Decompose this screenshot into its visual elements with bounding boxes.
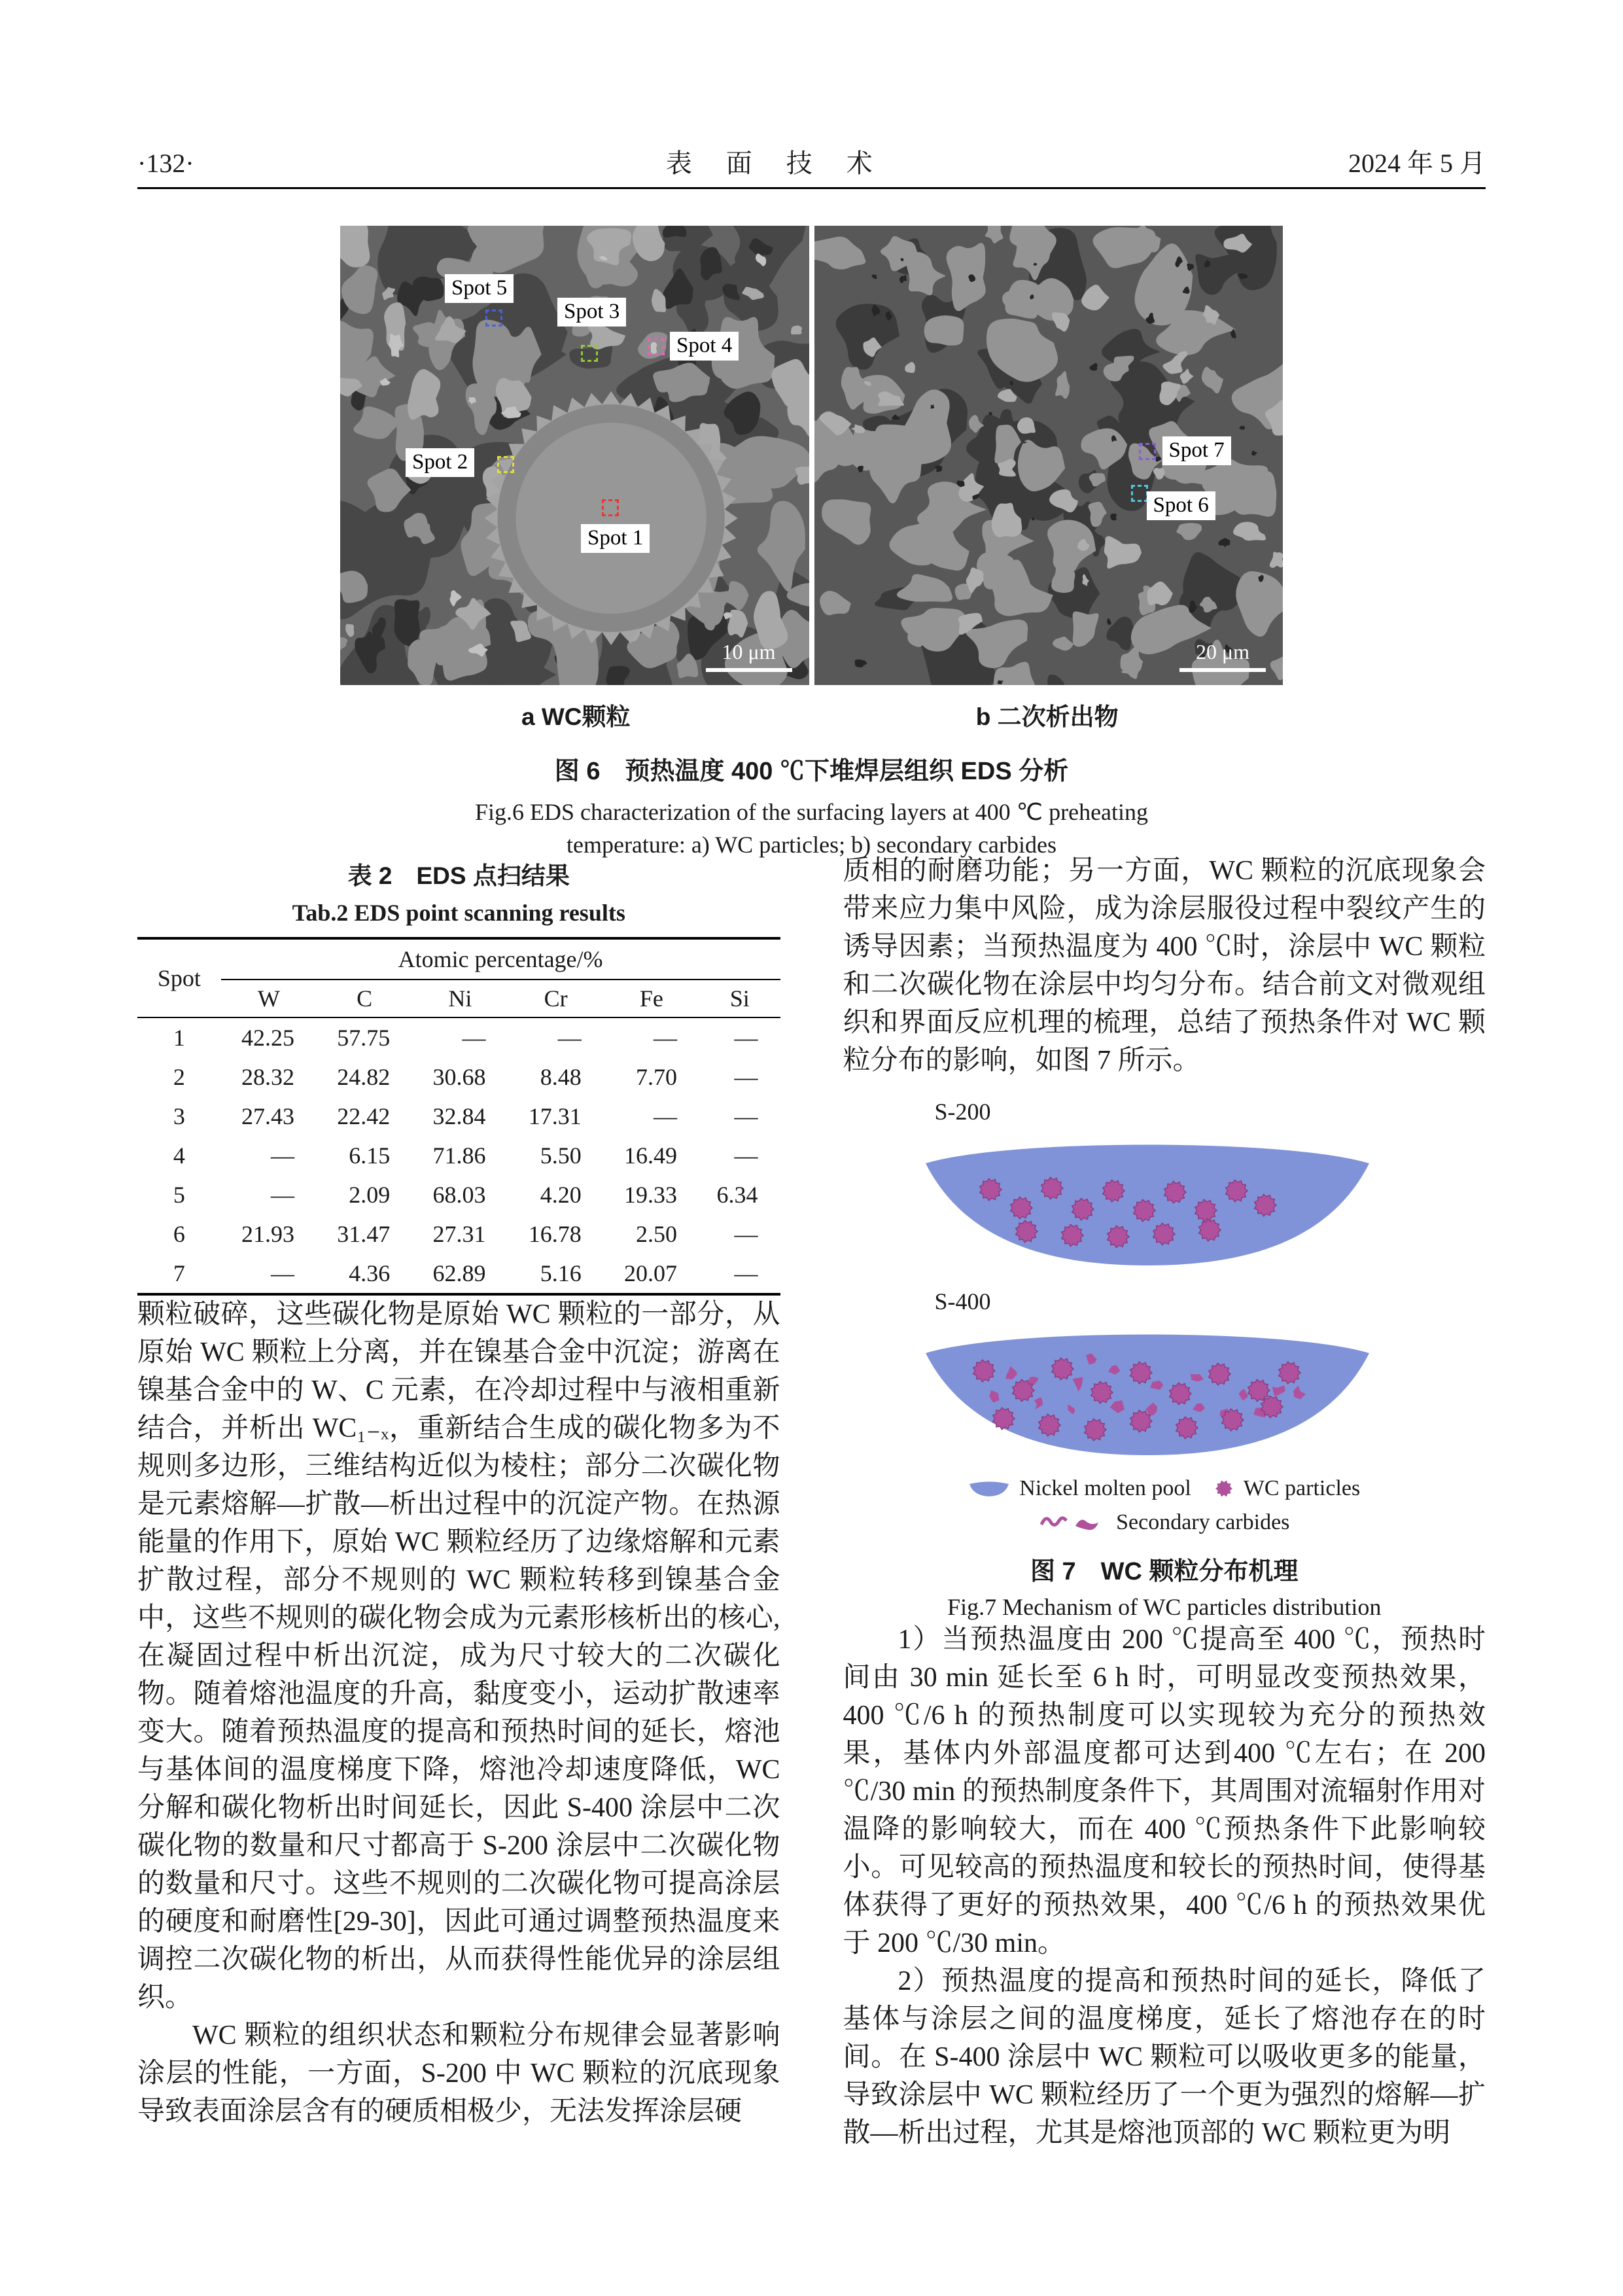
eds-cell-value: — (270, 1182, 294, 1208)
header-rule (137, 187, 1486, 189)
legend-secondary-carbides-label: Secondary carbides (1116, 1510, 1290, 1534)
eds-cell-value: 19.33 (624, 1182, 678, 1208)
scalebar-a (706, 640, 792, 672)
journal-title: 表 面 技 术 (665, 149, 877, 178)
sem-micrograph-a (340, 226, 809, 685)
eds-cell-value: 2.50 (636, 1221, 678, 1247)
legend-nickel-pool-label: Nickel molten pool (1019, 1476, 1191, 1500)
eds-cell-value: 5.50 (540, 1142, 582, 1169)
eds-cell-spot: 7 (173, 1260, 185, 1286)
figure6-caption (340, 751, 1283, 862)
eds-cell-value: — (734, 1103, 758, 1129)
table2-group-header: Atomic percentage/% (221, 938, 780, 980)
figure6-subcaption-a: a WC颗粒 (521, 703, 631, 730)
table2-col-spot: Spot (137, 938, 221, 1017)
eds-cell-value: 17.31 (528, 1103, 582, 1129)
page-number: ·132· (137, 149, 194, 178)
eds-cell-value: 62.89 (432, 1260, 486, 1286)
figure6-caption-en-line2: temperature: a) WC particles; b) secondary carbides (566, 832, 1056, 858)
right-paragraph-1: 质相的耐磨功能；另一方面，WC 颗粒的沉底现象会带来应力集中风险，成为涂层服役过程中裂纹产生的诱导因素；当预热温度为 400 ℃时，涂层中 WC 颗粒和二次碳化物在涂层中均匀分布。结合前文对微观组织和界面反应机理的梳理，总结了预热条件对 WC 颗粒分布的影响，如图 7 所示。 (843, 856, 1486, 1076)
figure-6 (340, 226, 1283, 862)
eds-cell-value: — (557, 1025, 582, 1051)
page-header (137, 143, 1486, 180)
eds-table-row (137, 1136, 780, 1175)
scalebar-b-bar (1179, 668, 1266, 672)
eds-table-row (137, 1175, 780, 1214)
eds-cell-value: — (734, 1064, 758, 1090)
eds-table-row (137, 1097, 780, 1136)
spot-2-label: Spot 2 (406, 448, 474, 477)
legend-secondary-carbides (1039, 1510, 1289, 1535)
sem-micrograph-b (814, 226, 1283, 685)
eds-cell-value: 57.75 (337, 1025, 391, 1051)
eds-cell-value: — (734, 1142, 758, 1169)
figure6-sub-captions (340, 697, 1283, 732)
eds-cell-value: 2.09 (349, 1182, 391, 1208)
eds-cell-value: 7.70 (636, 1064, 678, 1090)
scalebar-a-text: 10 μm (722, 640, 776, 663)
eds-cell-value: 24.82 (337, 1064, 391, 1090)
eds-cell-value: — (734, 1260, 758, 1286)
eds-cell-spot: 5 (173, 1182, 185, 1208)
table2-col-Cr: Cr (508, 980, 604, 1017)
figure7-label-s200: S-200 (934, 1099, 991, 1125)
eds-cell-value: 6.15 (349, 1142, 391, 1169)
eds-cell-value: 5.16 (540, 1260, 582, 1286)
eds-cell-value: 16.49 (624, 1142, 678, 1169)
spot-6-marker (1131, 485, 1148, 502)
table2-title-cn: 表 2 EDS 点扫结果 (347, 862, 570, 889)
scalebar-b-text: 20 μm (1195, 640, 1250, 663)
eds-table (137, 937, 780, 1296)
eds-cell-value: 30.68 (432, 1064, 486, 1090)
spot-1-label: Spot 1 (581, 524, 650, 553)
spot-5-marker (485, 309, 502, 327)
eds-cell-value: 28.32 (241, 1064, 294, 1090)
left-column (137, 852, 780, 2152)
figure7-caption (843, 1551, 1486, 1621)
figure6-caption-en-line1: Fig.6 EDS characterization of the surfacing layers at 400 ℃ preheating (474, 799, 1149, 825)
spot-7-marker (1139, 443, 1156, 460)
eds-cell-value: 27.31 (432, 1221, 486, 1247)
eds-cell-spot: 4 (173, 1142, 185, 1169)
eds-cell-spot: 2 (173, 1064, 185, 1090)
eds-cell-value: 4.36 (349, 1260, 391, 1286)
figure-7 (843, 1098, 1486, 1621)
eds-cell-value: 8.48 (540, 1064, 582, 1090)
right-column (843, 852, 1486, 2152)
eds-table-row (137, 1254, 780, 1294)
eds-table-body (137, 1017, 780, 1294)
eds-cell-spot: 3 (173, 1103, 185, 1129)
table2-col-Fe: Fe (604, 980, 699, 1017)
eds-cell-value: — (654, 1103, 678, 1129)
eds-cell-spot: 1 (173, 1025, 185, 1051)
eds-cell-value: 22.42 (337, 1103, 391, 1129)
legend-wc-particles-label: WC particles (1243, 1476, 1361, 1500)
eds-cell-value: 27.43 (241, 1103, 294, 1129)
table2-col-Ni: Ni (412, 980, 508, 1017)
table2-col-W: W (221, 980, 317, 1017)
eds-table-row (137, 1057, 780, 1097)
figure7-caption-cn: 图 7 WC 颗粒分布机理 (1030, 1558, 1299, 1585)
spot-7-label: Spot 7 (1162, 436, 1231, 465)
wc-particle-icon (1213, 1478, 1234, 1499)
eds-cell-value: — (734, 1221, 758, 1247)
eds-table-row (137, 1017, 780, 1057)
figure6-caption-cn: 图 6 预热温度 400 ℃下堆焊层组织 EDS 分析 (554, 758, 1069, 785)
figure6-subcaption-b: b 二次析出物 (975, 703, 1119, 730)
table2-title-en: Tab.2 EDS point scanning results (292, 900, 625, 926)
eds-cell-value: 6.34 (716, 1182, 758, 1208)
right-paragraph-2: 1）当预热温度由 200 ℃提高至 400 ℃，预热时间由 30 min 延长至 6 h 时，可明显改变预热效果，400 ℃/6 h 的预热制度可以实现较为充分的预热效果，基体内外部温度都可达到400 ℃左右；在 200 ℃/30 min 的预热制度条件下，其周围对流辐射作用对温降的影响较大，而在 400 ℃预热条件下此影响较小。可见较高的预热温度和较长的预热时间，使得基体获得了更好的预热效果，400 ℃/6 h 的预热效果优于 200 ℃/30 min。 (843, 1625, 1486, 1958)
eds-cell-value: 42.25 (241, 1025, 294, 1051)
molten-pool-diagram-s200 (922, 1132, 1373, 1269)
left-paragraph-2: WC 颗粒的组织状态和颗粒分布规律会显著影响涂层的性能，一方面，S-200 中 WC 颗粒的沉底现象导致表面涂层含有的硬质相极少，无法发挥涂层硬 (137, 2021, 780, 2127)
eds-cell-value: — (270, 1142, 294, 1169)
eds-cell-value: 68.03 (432, 1182, 486, 1208)
molten-pool-diagram-s400 (922, 1322, 1373, 1459)
eds-cell-value: — (462, 1025, 486, 1051)
eds-table-head (137, 938, 780, 1017)
eds-cell-value: — (734, 1025, 758, 1051)
figure7-label-s400: S-400 (934, 1288, 991, 1315)
figure7-caption-en: Fig.7 Mechanism of WC particles distribution (947, 1594, 1382, 1620)
spot-6-label: Spot 6 (1147, 491, 1215, 520)
eds-cell-value: 71.86 (432, 1142, 486, 1169)
eds-table-row (137, 1214, 780, 1254)
nickel-pool-icon (968, 1479, 1010, 1498)
spot-1-marker (602, 499, 619, 516)
figure7-legend-row-2 (843, 1510, 1486, 1535)
sem-image-row (340, 226, 1283, 685)
eds-cell-value: 4.20 (540, 1182, 582, 1208)
legend-nickel-pool (968, 1476, 1191, 1501)
table2-col-C: C (317, 980, 412, 1017)
left-paragraph-1: 颗粒破碎，这些碳化物是原始 WC 颗粒的一部分，从原始 WC 颗粒上分离，并在镍基合金中沉淀；游离在镍基合金中的 W、C 元素，在冷却过程中与液相重新结合，并析出 WC₁₋ₓ，重新结合生成的碳化物多为不规则多边形，三维结构近似为棱柱；部分二次碳化物是元素熔解—扩散—析出过程中的沉淀产物。在热源能量的作用下，原始 WC 颗粒经历了边缘熔解和元素扩散过程，部分不规则的 WC 颗粒转移到镍基合金中，这些不规则的碳化物会成为元素形核析出的核心,在凝固过程中析出沉淀，成为尺寸较大的二次碳化物。随着熔池温度的升高，黏度变小，运动扩散速率变大。随着预热温度的提高和预热时间的延长，熔池与基体间的温度梯度下降，熔池冷却速度降低，WC 分解和碳化物析出时间延长，因此 S-400 涂层中二次碳化物的数量和尺寸都高于 S-200 涂层中二次碳化物的数量和尺寸。这些不规则的二次碳化物可提高涂层的硬度和耐磨性[29-30]，因此可通过调整预热温度来调控二次碳化物的析出，从而获得性能优异的涂层组织。 (137, 1299, 780, 2013)
legend-wc-particles (1213, 1476, 1360, 1501)
eds-cell-value: — (270, 1260, 294, 1286)
two-column-body (137, 852, 1486, 2152)
eds-cell-value: 32.84 (432, 1103, 486, 1129)
secondary-carbide-icon (1039, 1511, 1107, 1534)
spot-5-label: Spot 5 (445, 274, 514, 303)
eds-cell-value: 21.93 (241, 1221, 294, 1247)
table2-col-Si: Si (699, 980, 780, 1017)
right-paragraph-3: 2）预热温度的提高和预热时间的延长，降低了基体与涂层之间的温度梯度，延长了熔池存在的时间。在 S-400 涂层中 WC 颗粒可以吸收更多的能量，导致涂层中 WC 颗粒经历了一个更为强烈的熔解—扩散—析出过程，尤其是熔池顶部的 WC 颗粒更为明 (843, 1966, 1486, 2148)
spot-3-label: Spot 3 (557, 298, 626, 327)
figure7-legend-row-1 (843, 1476, 1486, 1501)
spot-3-marker (581, 345, 598, 362)
issue-date: 2024 年 5 月 (1348, 149, 1486, 178)
scalebar-b (1179, 640, 1266, 672)
eds-cell-value: 31.47 (337, 1221, 391, 1247)
scalebar-a-bar (706, 668, 792, 672)
spot-2-marker (497, 456, 514, 473)
eds-cell-value: 16.78 (528, 1221, 582, 1247)
eds-cell-value: 20.07 (624, 1260, 678, 1286)
eds-cell-spot: 6 (173, 1221, 185, 1247)
spot-4-label: Spot 4 (670, 332, 739, 361)
eds-cell-value: — (654, 1025, 678, 1051)
spot-4-marker (648, 338, 665, 355)
